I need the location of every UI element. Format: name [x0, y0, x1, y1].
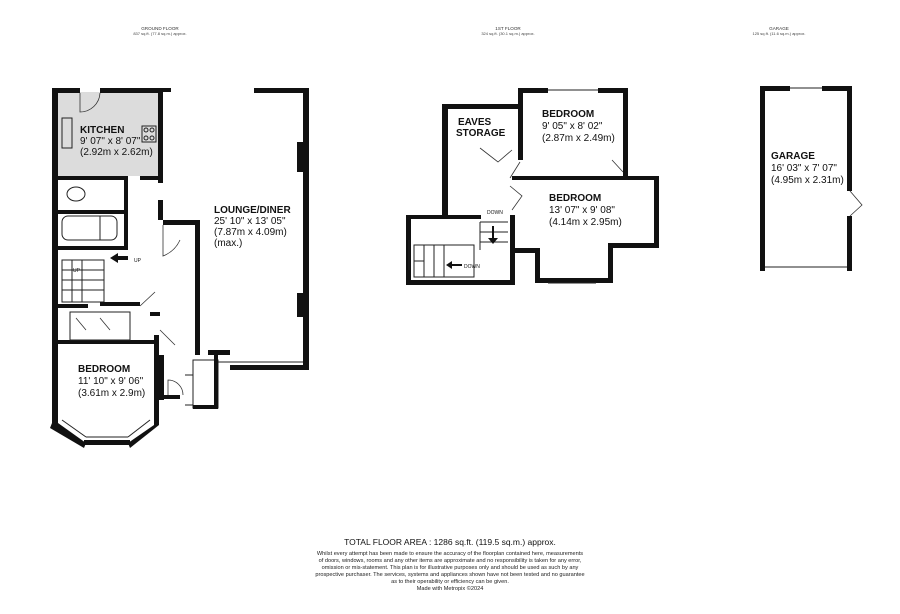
eaves-label-1: EAVES	[458, 117, 492, 128]
first-floor-area: 324 sq.ft. (30.1 sq.m.) approx.	[481, 31, 535, 36]
ground-bedroom-imperial: 11' 10" x 9' 06"	[78, 376, 144, 387]
lounge-name: LOUNGE/DINER	[214, 205, 291, 216]
metropix-credit: Made with Metropix ©2024	[416, 586, 484, 592]
disclaimer-line: prospective purchaser. The services, systems and appliances shown have not been tested and no guarantee	[315, 572, 585, 578]
disclaimer	[290, 551, 610, 593]
garage-name: GARAGE	[771, 151, 815, 162]
lounge-note: (max.)	[214, 238, 243, 249]
eaves-label-2: STORAGE	[456, 128, 506, 139]
ground-floor-area: 837 sq.ft. (77.8 sq.m.) approx.	[133, 31, 187, 36]
disclaimer-line: of doors, windows, rooms and any other items are approximate and no responsibility is taken for any error,	[318, 558, 582, 564]
ground-floor-header: GROUND FLOOR	[141, 26, 179, 31]
stair-down-label-2: DOWN	[464, 264, 480, 270]
garage-area: 125 sq.ft. (11.6 sq.m.) approx.	[752, 31, 806, 36]
stair-down-label-1: DOWN	[487, 210, 503, 216]
kitchen-imperial: 9' 07" x 8' 07"	[80, 136, 141, 147]
kitchen-metric: (2.92m x 2.62m)	[80, 147, 153, 158]
garage-imperial: 16' 03" x 7' 07"	[771, 163, 837, 174]
lounge-imperial: 25' 10" x 13' 05"	[214, 216, 286, 227]
garage-metric: (4.95m x 2.31m)	[771, 175, 844, 186]
stair-up-label-2: UP	[134, 258, 141, 264]
first-bedroom-b-name: BEDROOM	[549, 193, 602, 204]
first-bedroom-a-name: BEDROOM	[542, 109, 595, 120]
disclaimer-line: omission or mis-statement. This plan is for illustrative purposes only and should be used as such by any	[321, 565, 579, 571]
kitchen-name: KITCHEN	[80, 125, 125, 136]
ground-floor-plan	[50, 88, 309, 448]
first-floor-plan	[406, 88, 659, 285]
first-bedroom-a-imperial: 9' 05" x 8' 02"	[542, 121, 603, 132]
garage-header: GARAGE	[769, 26, 789, 31]
garage-plan	[760, 86, 862, 271]
disclaimer-line: as to their operability or efficiency can be given.	[391, 579, 509, 585]
first-bedroom-b-imperial: 13' 07" x 9' 08"	[549, 205, 615, 216]
total-floor-area: TOTAL FLOOR AREA : 1286 sq.ft. (119.5 sq.m.) approx.	[344, 537, 556, 547]
ground-bedroom-metric: (3.61m x 2.9m)	[78, 388, 146, 399]
ground-bedroom-name: BEDROOM	[78, 364, 131, 375]
first-bedroom-b-metric: (4.14m x 2.95m)	[549, 217, 622, 228]
first-floor-header: 1ST FLOOR	[495, 26, 521, 31]
first-bedroom-a-metric: (2.87m x 2.49m)	[542, 133, 615, 144]
disclaimer-line: Whilst every attempt has been made to ensure the accuracy of the floorplan contained here, measurements	[316, 551, 584, 557]
lounge-metric: (7.87m x 4.09m)	[214, 227, 287, 238]
stair-up-label-1: UP	[73, 268, 80, 274]
